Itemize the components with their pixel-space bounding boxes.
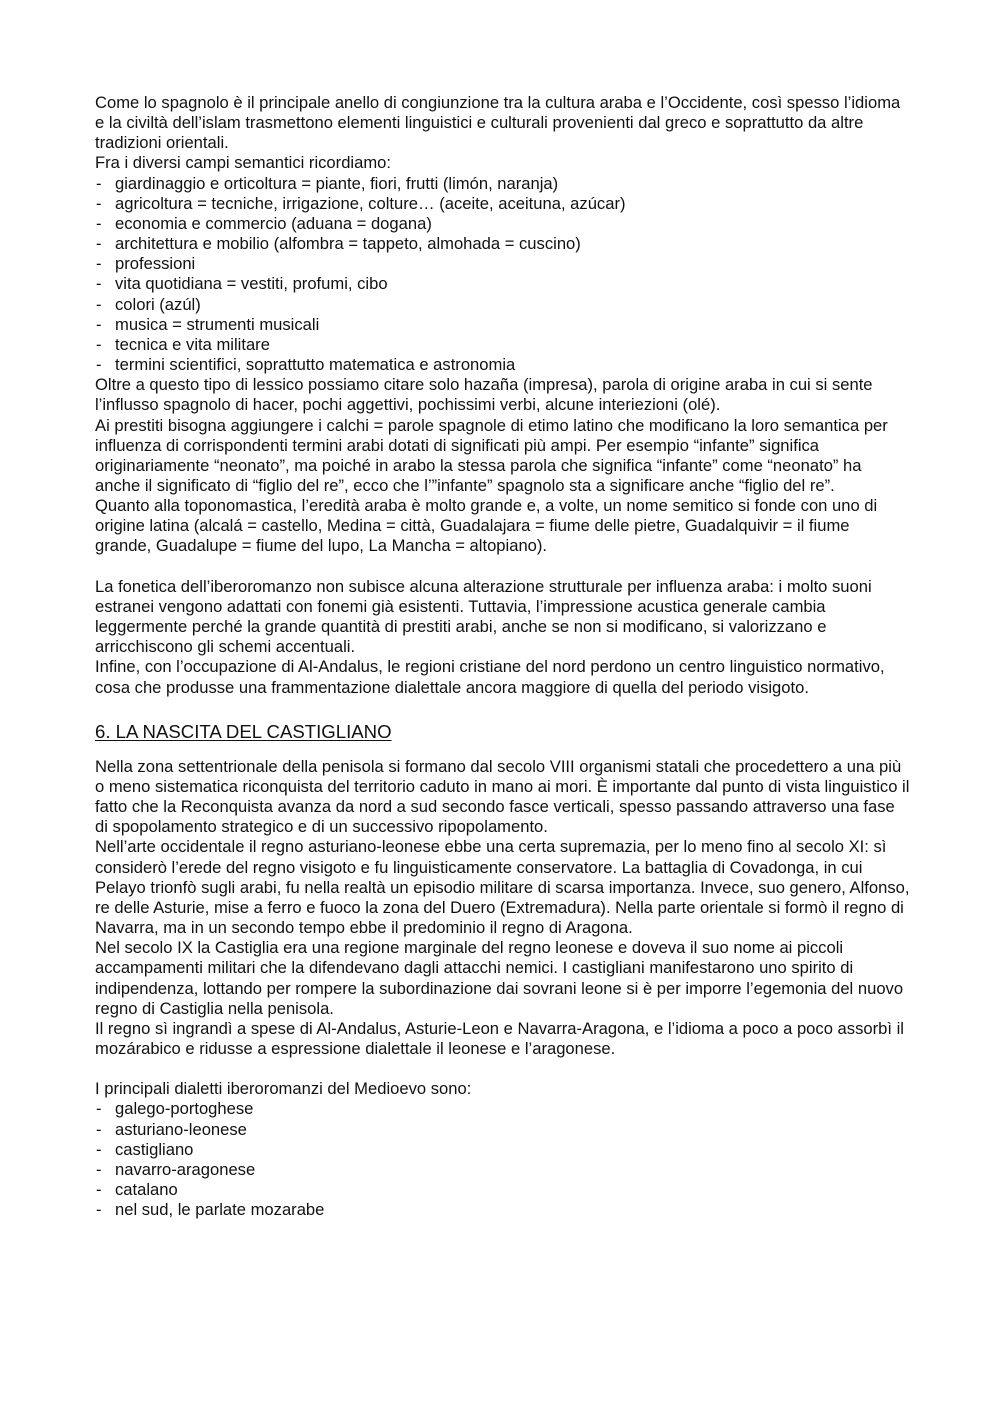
- list-item: - economia e commercio (aduana = dogana): [96, 213, 432, 233]
- dash-bullet: -: [96, 213, 102, 233]
- paragraph-gap: [95, 698, 910, 718]
- list-item: - architettura e mobilio (alfombra = tappeto, almohada = cuscino): [96, 234, 581, 254]
- dash-bullet: -: [96, 294, 102, 314]
- paragraph-gap: [95, 1059, 910, 1079]
- list-item: - colori (azúl): [96, 294, 201, 314]
- dash-bullet: -: [96, 234, 102, 254]
- list-item: - vita quotidiana = vestiti, profumi, cibo: [96, 274, 388, 294]
- paragraph-semantic-fields-intro: Fra i diversi campi semantici ricordiamo:: [95, 153, 391, 173]
- paragraph-toponymy: Quanto alla toponomastica, l’eredità araba è molto grande e, a volte, un nome semitico si fonde con uno di origine latina (alcalá = castello, Medina = città, Guadalajara = fiume delle pietre, Guadalquivir = il fiume grande, Guadalupe = fiume del lupo, La Mancha = altopiano).: [95, 496, 878, 556]
- paragraph-asturian-leonese: Nell’arte occidentale il regno asturiano-leonese ebbe una certa supremazia, per lo meno fino al secolo XI: sì considerò l’erede del regno visigoto e fu linguisticamente conservatore. La battaglia di Covadonga, in cui Pelayo trionfò sugli arabi, fu nella realtà un episodio militare di scarsa importanza. Invece, suo genero, Alfonso, re delle Asturie, mise a ferro e fuoco la zona del Duero (Extremadura). Nella parte orientale si formò il regno di Navarra, ma in un secondo tempo ebbe il predominio il regno di Aragona.: [95, 837, 910, 938]
- list-item: - galego-portoghese: [96, 1099, 254, 1119]
- list-item: - nel sud, le parlate mozarabe: [96, 1200, 325, 1220]
- paragraph-phonetics: La fonetica dell’iberoromanzo non subisce alcuna alterazione strutturale per influenza araba: i molto suoni estranei vengono adattati con fonemi già esistenti. Tuttavia, l’impressione acustica generale cambia leggermente perché la grande quantità di prestiti arabi, anche se non si modificano, si valorizzano e arricchiscono gli schemi accentuali.: [95, 576, 872, 657]
- paragraph-lexicon: Oltre a questo tipo di lessico possiamo citare solo hazaña (impresa), parola di origine araba in cui si sente l’influsso spagnolo di hacer, pochi aggettivi, pochissimi verbi, alcune interiezioni (olé).: [95, 375, 873, 415]
- dash-bullet: -: [96, 355, 102, 375]
- section-title: 6. LA NASCITA DEL CASTIGLIANO: [95, 720, 392, 742]
- dash-bullet: -: [96, 193, 102, 213]
- document-page: [95, 93, 910, 1220]
- paragraph-al-andalus: Infine, con l’occupazione di Al-Andalus, le regioni cristiane del nord perdono un centro linguistico normativo, cosa che produsse una frammentazione dialettale ancora maggiore di quella del periodo visigoto.: [95, 657, 885, 697]
- list-item: - navarro-aragonese: [96, 1159, 256, 1179]
- dash-bullet: -: [96, 314, 102, 334]
- list-item: - termini scientifici, soprattutto matematica e astronomia: [96, 355, 516, 375]
- dash-bullet: -: [96, 1180, 102, 1200]
- list-item: - professioni: [96, 254, 196, 274]
- dialects-list: [95, 1099, 910, 1220]
- dash-bullet: -: [96, 254, 102, 274]
- list-item: - agricoltura = tecniche, irrigazione, colture… (aceite, aceituna, azúcar): [96, 193, 626, 213]
- paragraph-castile: Nel secolo IX la Castiglia era una regione marginale del regno leonese e doveva il suo nome ai piccoli accampamenti militari che la difendevano dagli attacchi nemici. I castigliani manifestarono uno spirito di indipendenza, lottando per rompere la subordinazione dai sovrani leone si è per imporre l’egemonia del nuovo regno di Castiglia nella penisola.: [95, 938, 904, 1018]
- paragraph-reconquista: Nella zona settentrionale della penisola si formano dal secolo VIII organismi statali che procedettero a una più o meno sistematica riconquista del territorio caduto in mano ai mori. È importante dal punto di vista linguistico il fatto che la Reconquista avanza da nord a sud secondo fasce verticali, spesso passando attraverso una fase di spopolamento strategico e di un successivo ripopolamento.: [95, 756, 910, 837]
- dash-bullet: -: [96, 1119, 102, 1139]
- paragraph-calques: Ai prestiti bisogna aggiungere i calchi = parole spagnole di etimo latino che modificano la loro semantica per influenza di corrispondenti termini arabi dotati di significati più ampi. Per esempio “infante” significa originariamente “neonato”, ma poiché in arabo la stessa parola che significa “infante” come “neonato” ha anche il significato di “figlio del re”, ecco che l’”infante” spagnolo sta a significare anche “figlio del re”.: [95, 415, 888, 495]
- paragraph-kingdom-expansion: Il regno sì ingrandì a spese di Al-Andalus, Asturie-Leon e Navarra-Aragona, e l’idioma a poco a poco assorbì il mozárabico e ridusse a espressione dialettale il leonese e l’aragonese.: [95, 1018, 904, 1058]
- dash-bullet: -: [96, 1139, 102, 1159]
- dash-bullet: -: [96, 1159, 102, 1179]
- dash-bullet: -: [96, 274, 102, 294]
- list-item: - giardinaggio e orticoltura = piante, fiori, frutti (limón, naranja): [96, 173, 559, 193]
- list-item: - catalano: [96, 1180, 178, 1200]
- dash-bullet: -: [96, 1200, 102, 1220]
- dash-bullet: -: [96, 173, 102, 193]
- list-item: - asturiano-leonese: [96, 1119, 247, 1139]
- list-item: - tecnica e vita militare: [96, 334, 270, 354]
- dash-bullet: -: [96, 334, 102, 354]
- paragraph-dialects-intro: I principali dialetti iberoromanzi del Medioevo sono:: [95, 1079, 472, 1099]
- list-item: - musica = strumenti musicali: [96, 314, 320, 334]
- paragraph-gap: [95, 557, 910, 577]
- paragraph-arabic-intro: Come lo spagnolo è il principale anello di congiunzione tra la cultura araba e l’Occidente, così spesso l’idioma e la civiltà dell’islam trasmettono elementi linguistici e culturali provenienti dal greco e soprattutto da altre tradizioni orientali.: [95, 93, 901, 153]
- dash-bullet: -: [96, 1099, 102, 1119]
- semantic-fields-list: [95, 174, 910, 376]
- list-item: - castigliano: [96, 1139, 194, 1159]
